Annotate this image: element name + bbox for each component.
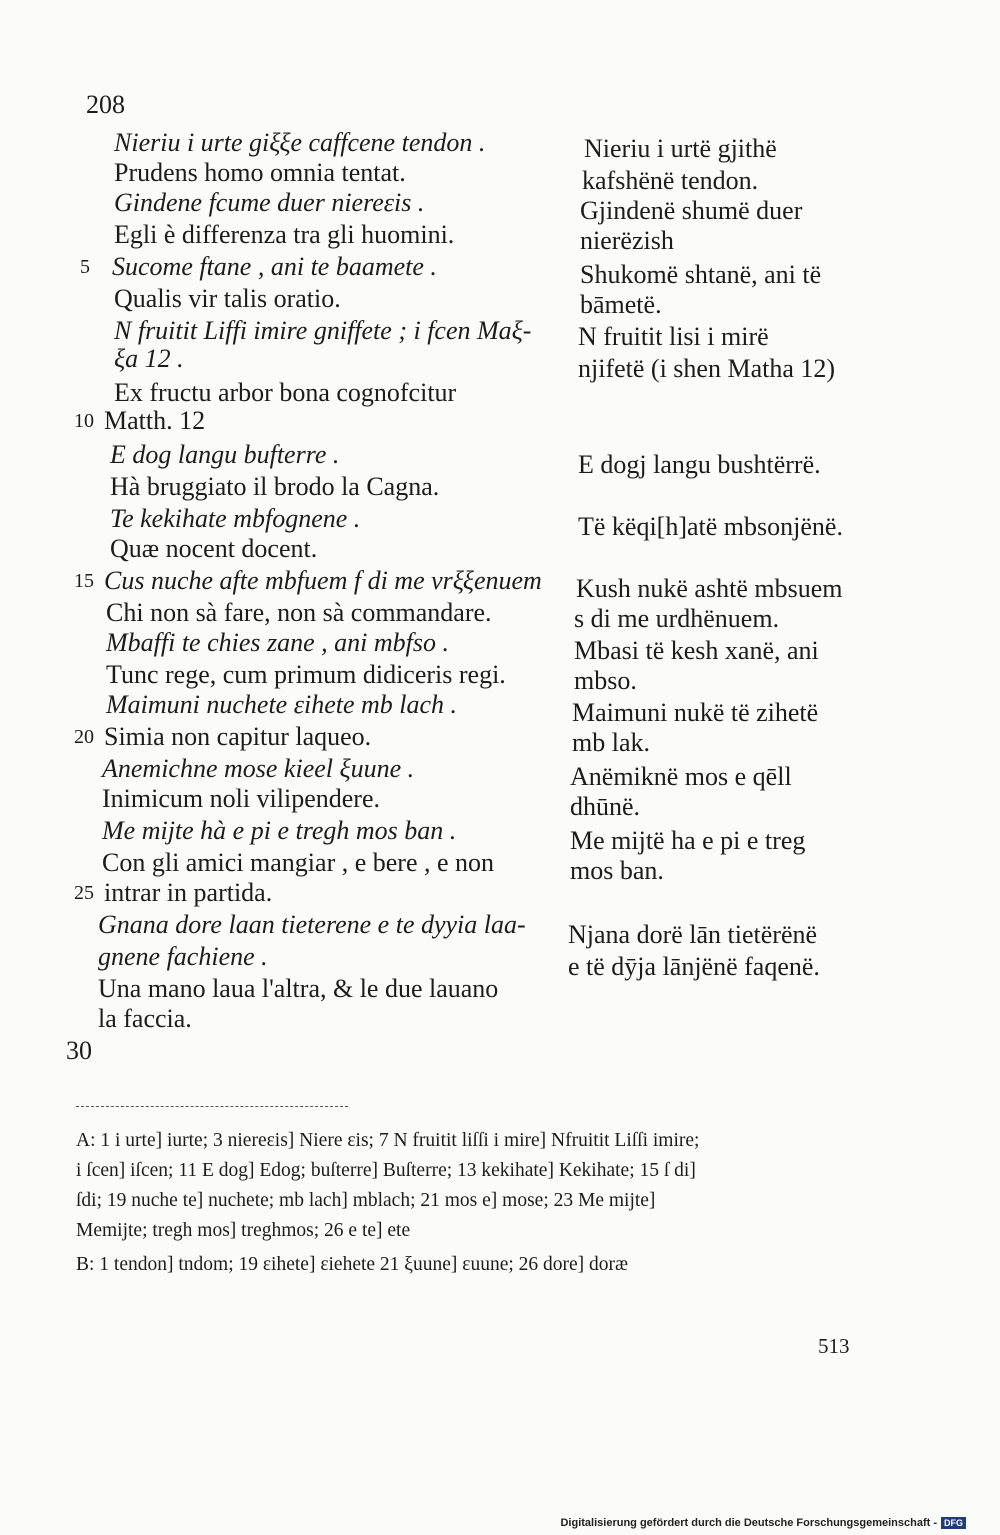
translation-line: Prudens homo omnia tentat. [114,158,406,187]
albanian-transcription-line: Maimuni nukë të zihetë [572,698,819,727]
translation-line: Simia non capitur laqueo. [104,722,372,751]
albanian-transcription-line: Njana dorë lān tietërënë [568,920,818,949]
albanian-proverb-line: Mbaffi te chies zane , ani mbfso . [106,628,450,657]
albanian-proverb-line: Sucome ftane , ani te baamete . [112,252,437,281]
translation-line: Quæ nocent docent. [110,534,318,563]
albanian-transcription-line: s di me urdhënuem. [574,604,780,633]
translation-line: la faccia. [98,1004,192,1033]
albanian-proverb-line: Maimuni nuchete εihete mb lach . [106,690,458,719]
dfg-logo: DFG [941,1517,966,1529]
albanian-transcription-line: nierëzish [580,226,674,255]
albanian-proverb-line: Cus nuche afte mbfuem f di me vrξξenuem [104,566,542,595]
translation-line: Inimicum noli vilipendere. [102,784,380,813]
albanian-transcription-line: Kush nukë ashtë mbsuem [576,574,843,603]
line-number: 30 [66,1036,92,1065]
footnote-rule [76,1106,348,1107]
translation-line: Hà bruggiato il brodo la Cagna. [110,472,440,501]
albanian-proverb-line: ξa 12 . [114,344,184,373]
digitization-credit [560,1517,966,1529]
footnote-line: Memijte; tregh mos] treghmos; 26 e te] ete [76,1220,411,1241]
footnote-line: B: 1 tendon] tndom; 19 εihete] εiehete 21 ξuune] εuune; 26 dore] doræ [76,1254,629,1275]
footnote-line: A: 1 i urte] iurte; 3 niereεis] Niere εis; 7 N fruitit liſſi i mire] Nfruitit Liſſi imire; [76,1130,700,1151]
albanian-proverb-line: N fruitit Liffi imire gniffete ; i fcen Maξ- [114,316,532,345]
albanian-transcription-line: kafshënë tendon. [582,166,759,195]
albanian-transcription-line: Gjindenë shumë duer [580,196,803,225]
footnote-line: i ſcen] iſcen; 11 E dog] Edog; buſterre] Buſterre; 13 kekihate] Kekihate; 15 ſ di] [76,1160,696,1181]
albanian-transcription-line: N fruitit lisi i mirë [578,322,769,351]
albanian-transcription-line: Të këqi[h]atë mbsonjënë. [578,512,843,541]
translation-line: Ex fructu arbor bona cognofcitur [114,378,457,407]
translation-line: intrar in partida. [104,878,273,907]
translation-line: Chi non sà fare, non sà commandare. [106,598,492,627]
line-number: 10 [74,410,94,432]
albanian-transcription-line: mos ban. [570,856,664,885]
translation-line: Con gli amici mangiar , e bere , e non [102,848,495,877]
albanian-transcription-line: e të dȳja lānjënë faqenë. [568,952,820,981]
credit-text: Digitalisierung gefördert durch die Deutsche Forschungsgemeinschaft - [560,1517,937,1529]
albanian-transcription-line: Anëmiknë mos e qēll [570,762,792,791]
albanian-transcription-line: Nieriu i urtë gjithë [584,134,777,163]
translation-line: Egli è differenza tra gli huomini. [114,220,455,249]
albanian-proverb-line: Nieriu i urte giξξe caffcene tendon . [114,128,486,157]
albanian-transcription-line: Shukomë shtanë, ani të [580,260,822,289]
translation-line: Qualis vir talis oratio. [114,284,341,313]
page-number-bottom: 513 [818,1334,850,1358]
albanian-proverb-line: E dog langu bufterre . [110,440,340,469]
albanian-proverb-line: Gindene fcume duer niereεis . [114,188,425,217]
line-number: 5 [80,256,90,278]
footnote-line: ſdi; 19 nuche te] nuchete; mb lach] mblach; 21 mos e] mose; 23 Me mijte] [76,1190,656,1211]
albanian-proverb-line: Me mijte hà e pi e tregh mos ban . [102,816,457,845]
albanian-proverb-line: Anemichne mose kieel ξuune . [102,754,415,783]
line-number: 15 [74,570,94,592]
translation-line: Matth. 12 [104,406,206,435]
albanian-transcription-line: E dogj langu bushtërrë. [578,450,821,479]
albanian-transcription-line: bāmetë. [580,290,662,319]
albanian-transcription-line: dhūnë. [570,792,641,821]
albanian-proverb-line: Gnana dore laan tieterene e te dyyia laa- [98,910,526,939]
translation-line: Tunc rege, cum primum didiceris regi. [106,660,506,689]
page-number-top: 208 [86,90,125,119]
albanian-transcription-line: Mbasi të kesh xanë, ani [574,636,819,665]
translation-line: Una mano laua l'altra, & le due lauano [98,974,499,1003]
albanian-transcription-line: njifetë (i shen Matha 12) [578,354,836,383]
albanian-transcription-line: mbso. [574,666,637,695]
line-number: 20 [74,726,94,748]
albanian-transcription-line: mb lak. [572,728,650,757]
albanian-transcription-line: Me mijtë ha e pi e treg [570,826,806,855]
albanian-proverb-line: Te kekihate mbfognene . [110,504,361,533]
line-number: 25 [74,882,94,904]
albanian-proverb-line: gnene fachiene . [98,942,268,971]
